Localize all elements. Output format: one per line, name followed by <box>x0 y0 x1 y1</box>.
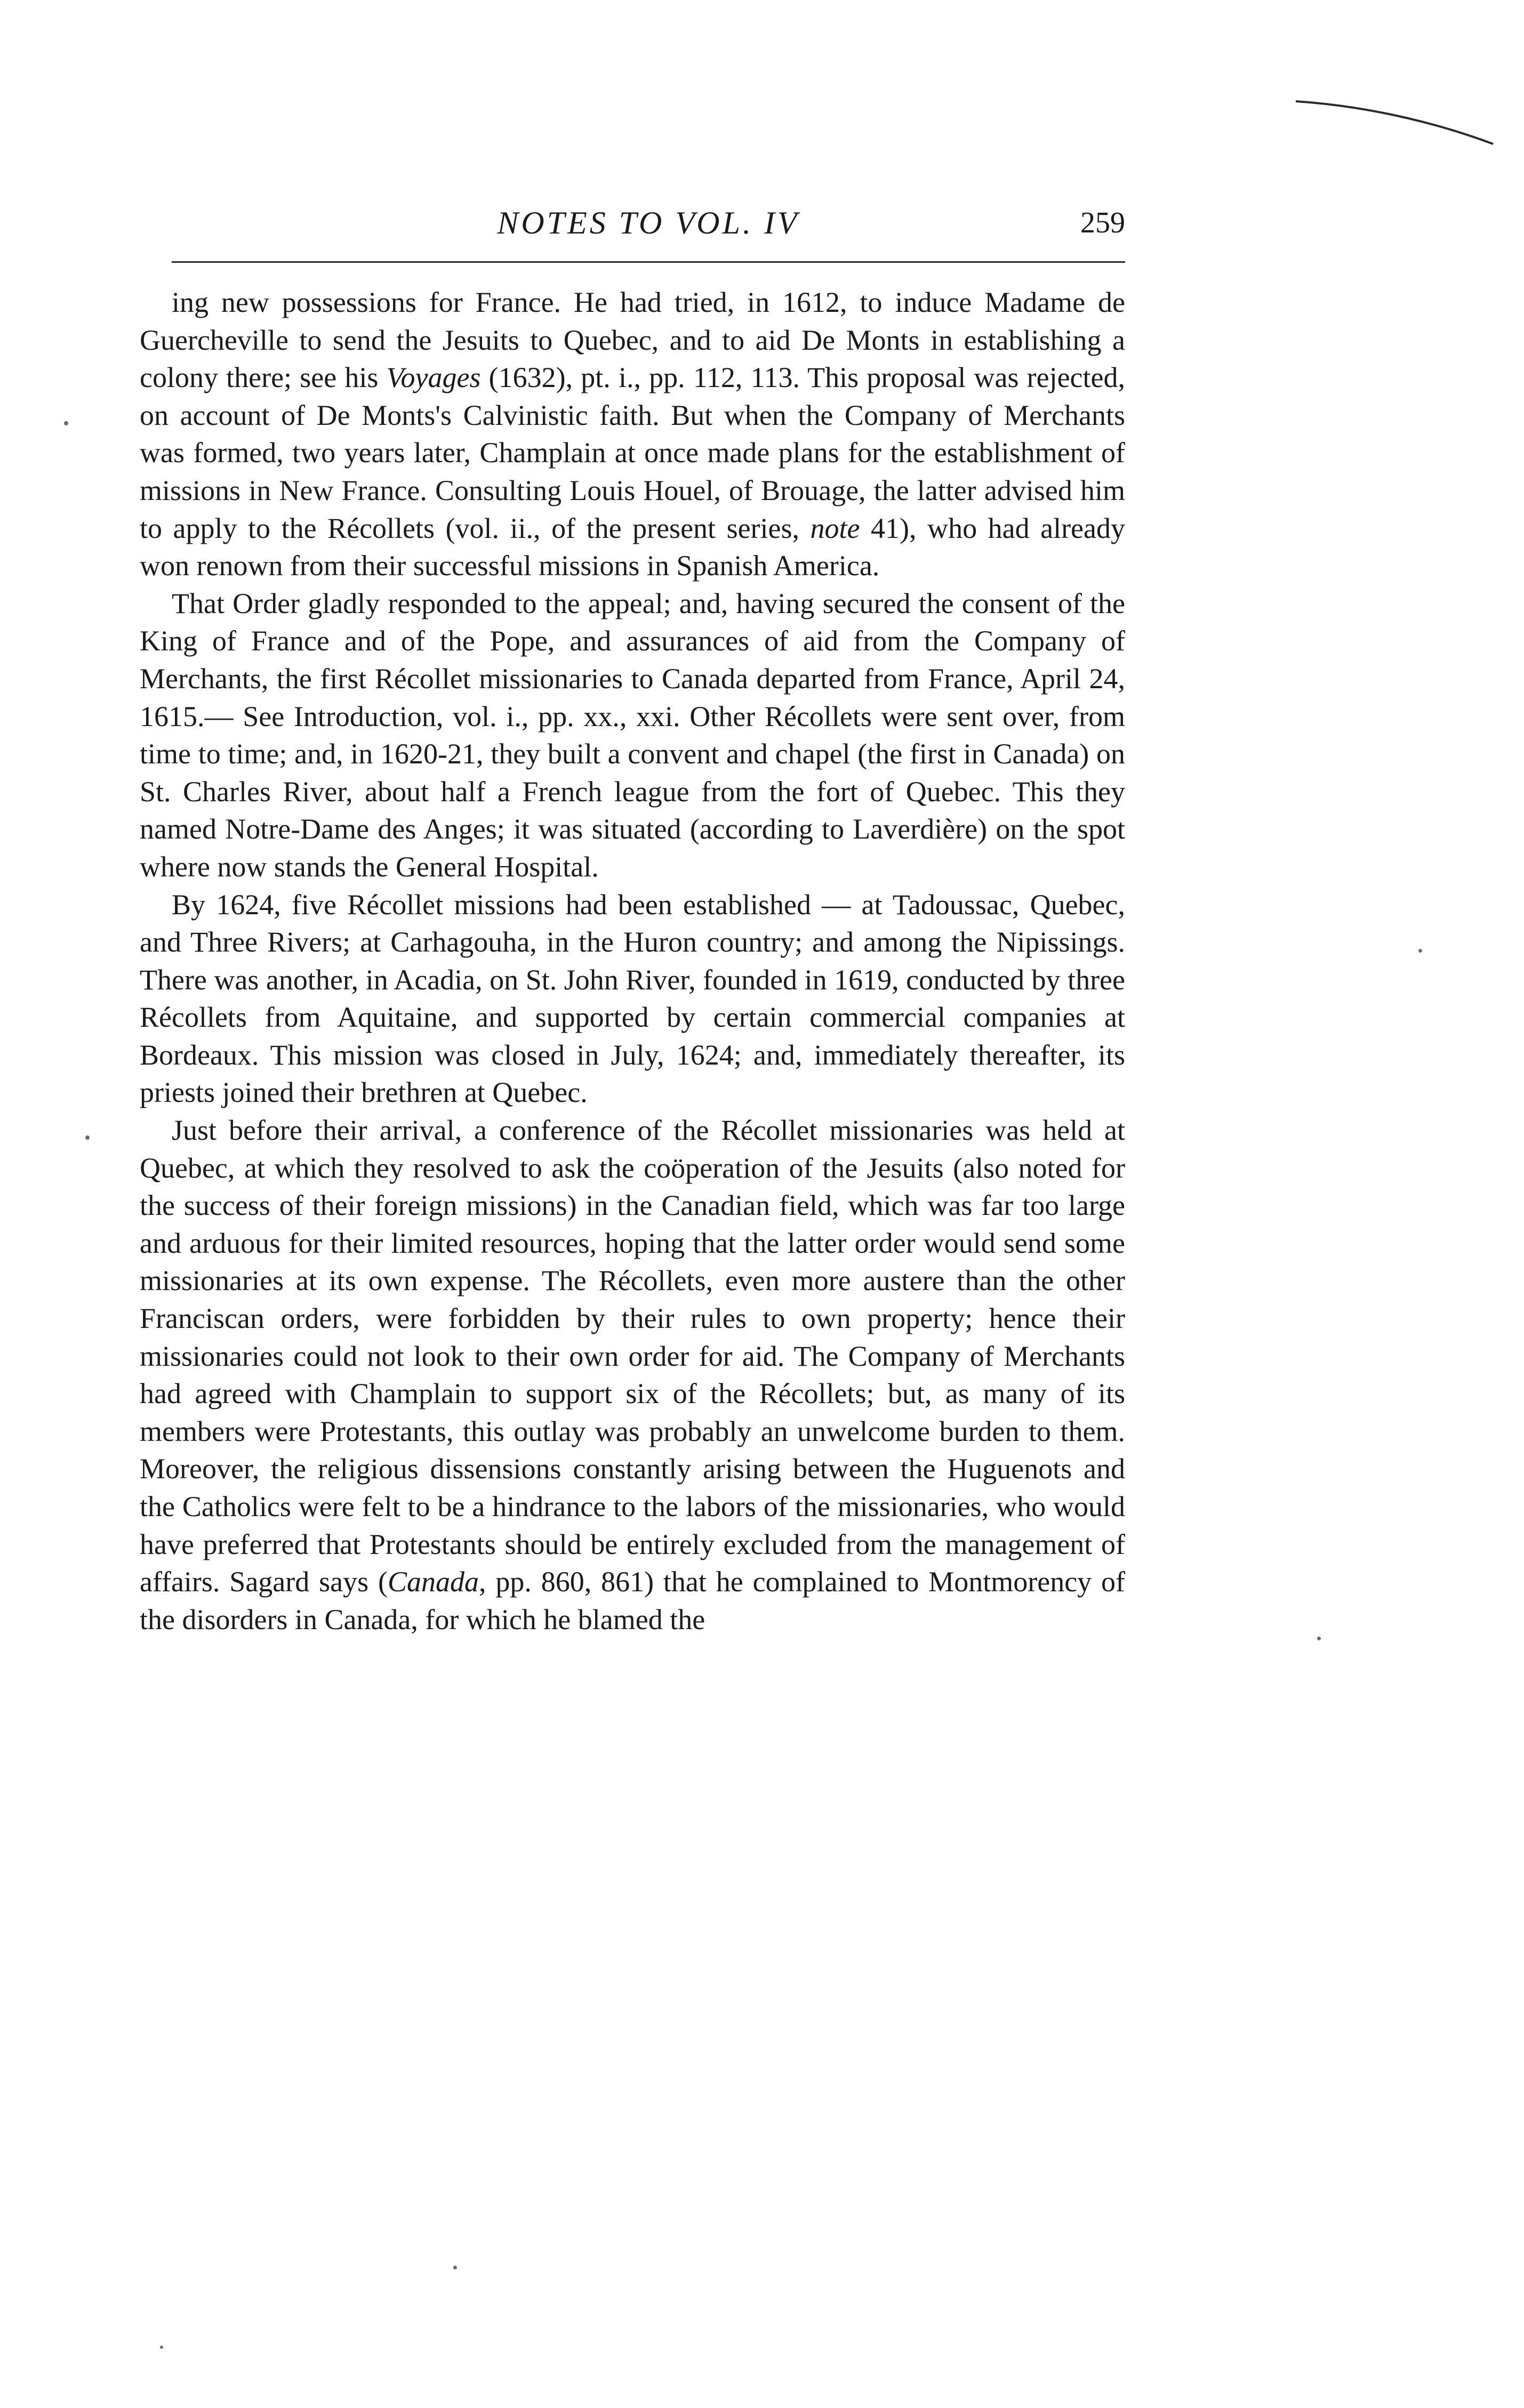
page-number: 259 <box>1080 206 1125 239</box>
scan-speck <box>160 2346 163 2349</box>
italic-note: note <box>810 512 860 544</box>
paragraph <box>140 585 1125 886</box>
scan-stroke-mark <box>1296 91 1498 155</box>
text-run: ing new possessions for France. He had tried, in 1612, to induce Madame de Guercheville to send the Jesuits to Quebec, and to aid De Monts in establishing a colony there; see his <box>140 286 1125 394</box>
italic-title: Canada <box>387 1566 479 1598</box>
text-run: Just before their arrival, a conference of the Récollet missionaries was held at Quebec, at which they resolved to ask the coöperation of the Jesuits (also noted for the success of their foreign missions) in the Canadian field, which was far too large and arduous for their limited resources, hoping that the latter order would send some missionaries at its own expense. The Récollets, even more austere than the other Franciscan orders, were forbidden by their rules to own property; hence their missionaries could not look to their own order for aid. The Company of Merchants had agreed with Champlain to support six of the Récollets; but, as many of its members were Protestants, this outlay was probably an unwelcome burden to them. Moreover, the religious dissensions constantly arising between the Huguenots and the Catholics were felt to be a hindrance to the labors of the missionaries, who would have preferred that Protestants should be entirely excluded from the management of affairs. Sagard says ( <box>140 1114 1125 1598</box>
scan-speck <box>64 421 68 425</box>
text-run: That Order gladly responded to the appeal; and, having secured the consent of the King of France and of the Pope, and assurances of aid from the Company of Merchants, the first Récollet missionaries to Canada departed from France, April 24, 1615.— See Introduction, vol. i., pp. xx., xxi. Other Récollets were sent over, from time to time; and, in 1620-21, they built a convent and chapel (the first in Canada) on St. Charles River, about half a French league from the fort of Quebec. This they named Notre-Dame des Anges; it was situated (according to Laverdière) on the spot where now stands the General Hospital. <box>140 587 1125 883</box>
running-head <box>172 202 1125 244</box>
scan-speck <box>85 1135 90 1140</box>
paragraph <box>140 886 1125 1112</box>
text-run: By 1624, five Récollet missions had been established — at Tadoussac, Quebec, and Three Rivers; at Carhagouha, in the Huron country; and among the Nipissings. There was another, in Acadia, on St. John River, founded in 1619, conducted by three Récollets from Aquitaine, and supported by certain commercial companies at Bordeaux. This mission was closed in July, 1624; and, immediately thereafter, its priests joined their brethren at Quebec. <box>140 888 1125 1109</box>
text-run: 41), who had already won renown from their successful missions in Spanish America. <box>140 512 1125 582</box>
scan-speck <box>1317 1637 1321 1640</box>
text-run: (1632), pt. i., pp. 112, 113. This proposal was rejected, on account of De Monts's Calvinistic faith. But when the Company of Merchants was formed, two years later, Champlain at once made plans for the establishment of missions in New France. Consulting Louis Houel, of Brouage, the latter advised him to apply to the Récollets (vol. ii., of the present series, <box>140 361 1125 544</box>
header-rule <box>172 261 1125 263</box>
text-run: , pp. 860, 861) that he complained to Montmorency of the disorders in Canada, for which he blamed the <box>140 1566 1126 1636</box>
italic-title: Voyages <box>386 361 481 394</box>
running-title: NOTES TO VOL. IV <box>497 205 800 240</box>
paragraph <box>140 284 1125 585</box>
scan-speck <box>453 2266 457 2269</box>
body-text <box>140 284 1125 1638</box>
paragraph <box>140 1112 1125 1638</box>
scan-speck <box>1418 949 1422 953</box>
